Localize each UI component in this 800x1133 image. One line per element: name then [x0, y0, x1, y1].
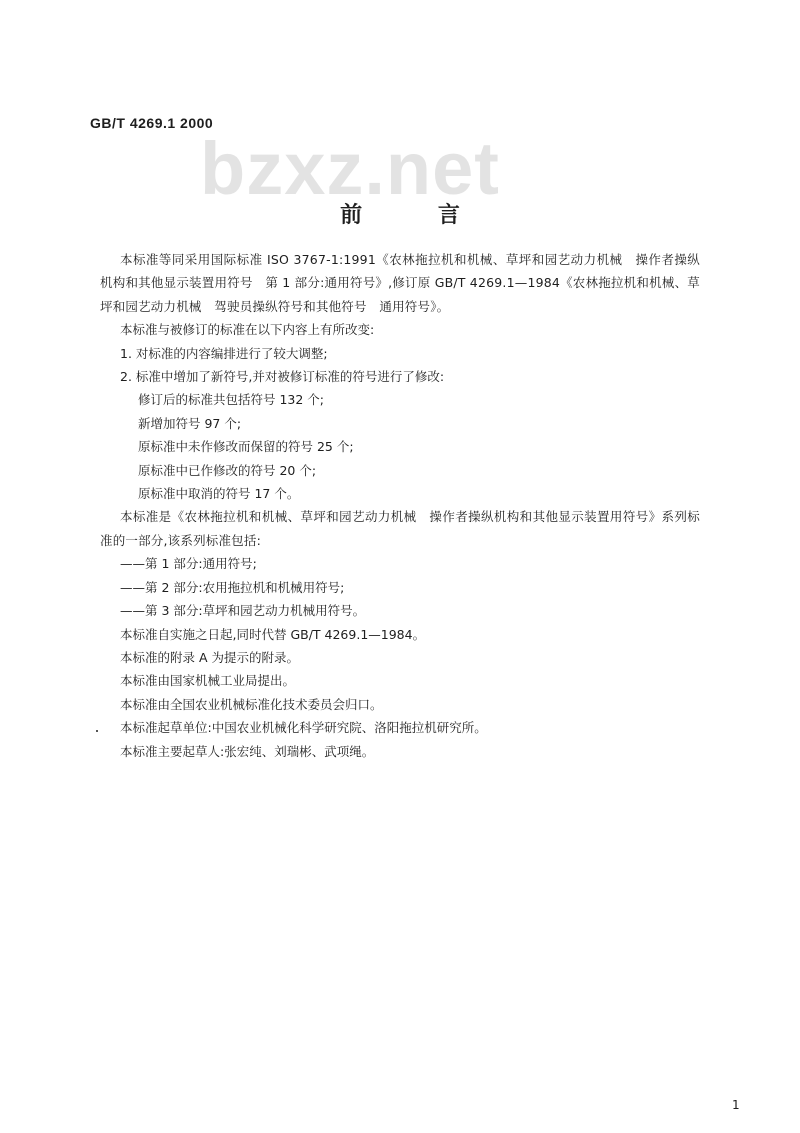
page-number: 1 [732, 1098, 740, 1112]
list-item: 原标准中取消的符号 17 个。 [138, 486, 300, 502]
paragraph-series: 本标准是《农林拖拉机和机械、草坪和园艺动力机械 操作者操纵机构和其他显示装置用符号》系列标准的一部分,该系列标准包括: [100, 509, 700, 548]
list-item: 新增加符号 97 个; [138, 415, 242, 431]
page-title: 前 言 [340, 203, 494, 228]
paragraph-replacement: 本标准自实施之日起,同时代替 GB/T 4269.1—1984。 [120, 626, 426, 642]
list-item: 原标准中已作修改的符号 20 个; [138, 462, 317, 478]
paragraph-drafting-units: 本标准起草单位:中国农业机械化科学研究院、洛阳拖拉机研究所。 [120, 720, 487, 736]
list-item: 1. 对标准的内容编排进行了较大调整; [120, 345, 328, 361]
paragraph-drafters: 本标准主要起草人:张宏纯、刘瑞彬、武项绳。 [120, 743, 375, 759]
list-item: 原标准中未作修改而保留的符号 25 个; [138, 439, 354, 455]
foreword-body [100, 248, 700, 763]
list-item: ——第 1 部分:通用符号; [120, 556, 257, 572]
paragraph-annex: 本标准的附录 A 为提示的附录。 [120, 649, 299, 665]
list-item: 2. 标准中增加了新符号,并对被修订标准的符号进行了修改: [120, 369, 445, 385]
scan-speck [96, 730, 98, 732]
paragraph-changes-intro: 本标准与被修订的标准在以下内容上有所改变: [120, 322, 375, 338]
paragraph-proposer: 本标准由国家机械工业局提出。 [120, 673, 296, 689]
list-item: ——第 2 部分:农用拖拉机和机械用符号; [120, 579, 345, 595]
list-item: ——第 3 部分:草坪和园艺动力机械用符号。 [120, 603, 366, 619]
standard-code: GB/T 4269.1 2000 [90, 115, 214, 131]
paragraph-committee: 本标准由全国农业机械标准化技术委员会归口。 [120, 696, 383, 712]
paragraph-adoption: 本标准等同采用国际标准 ISO 3767-1:1991《农林拖拉机和机械、草坪和园艺动力机械 操作者操纵机构和其他显示装置用符号 第 1 部分:通用符号》,修订原 GB/T 4269.1—1984《农林拖拉机和机械、草坪和园艺动力机械 驾驶员操纵符号和其他符号 通用符号》。 [100, 252, 700, 314]
list-item: 修订后的标准共包括符号 132 个; [138, 392, 325, 408]
watermark: bzxz.net [200, 127, 500, 210]
